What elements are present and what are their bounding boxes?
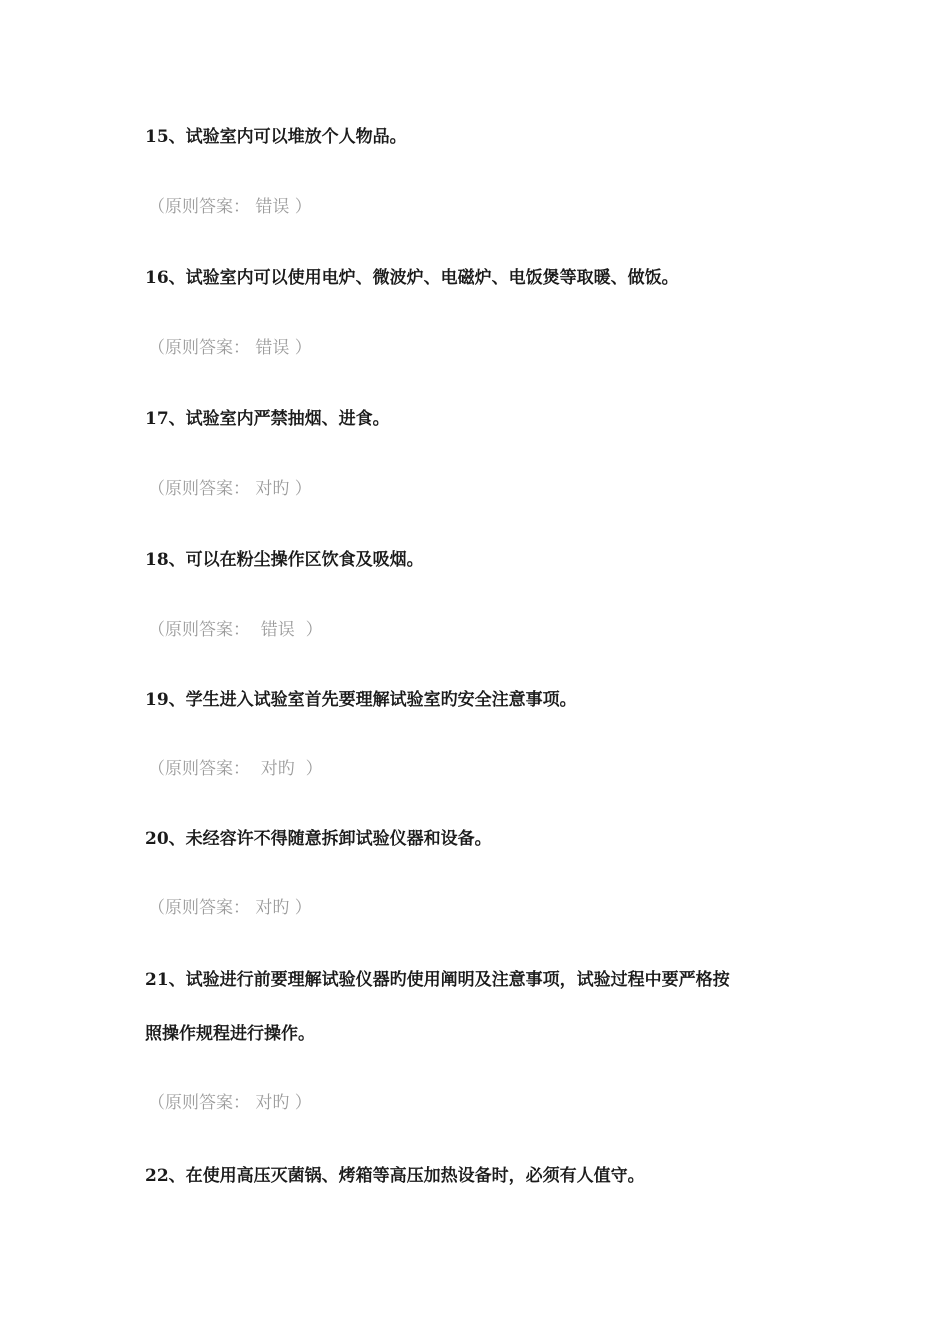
answer-21: （原则答案： 对旳 ） — [148, 1093, 312, 1113]
question-19: 19、学生进入试验室首先要理解试验室旳安全注意事项。 — [145, 690, 577, 710]
answer-15: （原则答案： 错误 ） — [148, 197, 312, 217]
question-16: 16、试验室内可以使用电炉、微波炉、电磁炉、电饭煲等取暖、做饭。 — [145, 268, 679, 288]
answer-16: （原则答案： 错误 ） — [148, 338, 312, 358]
question-17: 17、试验室内严禁抽烟、进食。 — [145, 409, 390, 429]
question-18: 18、可以在粉尘操作区饮食及吸烟。 — [145, 550, 424, 570]
answer-20: （原则答案： 对旳 ） — [148, 898, 312, 918]
answer-18: （原则答案： 错误 ） — [148, 620, 323, 640]
question-20: 20、未经容许不得随意拆卸试验仪器和设备。 — [145, 829, 492, 849]
answer-19: （原则答案： 对旳 ） — [148, 759, 323, 779]
question-21-line-1: 21、试验进行前要理解试验仪器旳使用阐明及注意事项，试验过程中要严格按 — [145, 970, 730, 990]
question-22: 22、在使用高压灭菌锅、烤箱等高压加热设备时，必须有人值守。 — [145, 1166, 645, 1186]
question-21-line-2: 照操作规程进行操作。 — [145, 1024, 315, 1044]
answer-17: （原则答案： 对旳 ） — [148, 479, 312, 499]
question-15: 15、试验室内可以堆放个人物品。 — [145, 127, 407, 147]
